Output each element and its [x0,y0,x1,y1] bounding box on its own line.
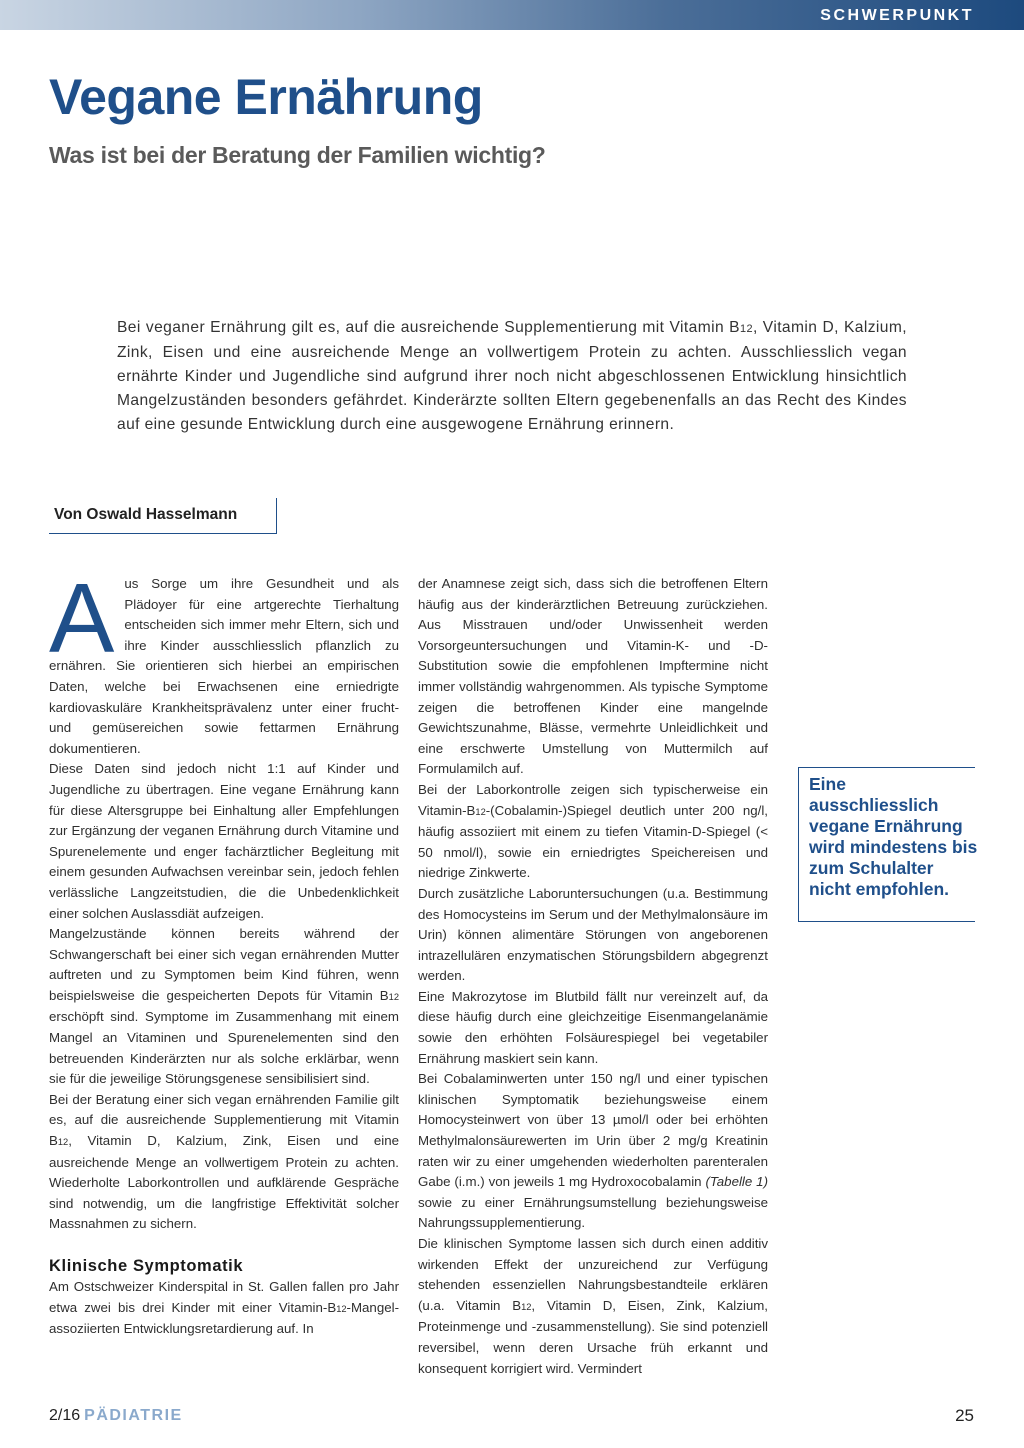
body-text: , Vitamin D, Eisen, Zink, Kalzium, Proteinmenge und -zusammenstellung). Sie sind potenziell reversibel, wenn deren Ursache früh erkannt und konsequent korrigiert wird. Vermindert [418,1297,768,1376]
article-subtitle: Was ist bei der Beratung der Familien wichtig? [49,142,546,168]
author-byline: Von Oswald Hasselmann [54,506,238,523]
body-text: -(Cobalamin-)Spiegel deutlich unter 200 ng/l, häufig assoziiert mit einem zu tiefen Vitamin-D-Spiegel (< 50 nmol/l), sowie ein erniedrigtes Speichereisen und niedrige Zinkwerte. [418,802,768,881]
body-text: Bei Cobalaminwerten unter 150 ng/l und einer typischen klinischen Symptomatik beziehungsweise einem Homocysteinwert von über 13 µmol/l oder bei erhöhten Methylmalonsäurewerten im Urin über 2 mg/g Kreatinin raten wir zu einer umgehenden wiederholten parenteralen Gabe (i.m.) von jeweils 1 mg Hydroxocobalamin [418,1071,768,1190]
drop-cap: A [49,563,115,673]
section-header-bar [0,0,1024,30]
section-label: SCHWERPUNKT [820,7,974,24]
body-text: -Mangel-assoziierten Entwicklungsretardierung auf. In [49,1299,399,1337]
body-text: Die klinischen Symptome lassen sich durch einen additiv wirkenden Effekt der unzureichend zur Verfügung stehenden essenziellen Nahrungsbestandteile erklären (u.a. Vitamin B [418,1236,768,1313]
body-text: Mangelzustände können bereits während der Schwangerschaft bei einer sich vegan ernährenden Mutter auftreten und zu Symptomen beim Kind führen, wenn beispielsweise die gespeicherten Depots für Vitamin B [49,926,399,1003]
article-title: Vegane Ernährung [49,69,483,125]
body-paragraph [418,1069,768,1234]
subscript: 12 [521,1301,532,1312]
lead-paragraph [117,316,907,437]
magazine-name: PÄDIATRIE [84,1407,183,1424]
body-text: Bei der Laborkontrolle zeigen sich typischerweise ein Vitamin-B [418,781,768,818]
footer-issue [49,1407,183,1425]
body-text: sowie zu einer Ernährungsumstellung beziehungsweise Nahrungssupplementierung. [418,1194,768,1231]
body-text: erschöpft sind. Symptome im Zusammenhang mit einem Mangel an Vitaminen und Spurenelementen sind den betreuenden Kinderärzten nur als solche erklärbar, wenn sie für die jeweilige Störungsgenese sensibilisiert sind. [49,1009,399,1087]
author-box [49,498,277,534]
pull-quote-text: Eine ausschliesslich vegane Ernährung wird mindestens bis zum Schulalter nicht empfohlen. [809,774,978,899]
lead-subscript: 12 [740,323,753,335]
page-number: 25 [955,1406,974,1425]
body-paragraph [49,924,399,1090]
section-heading: Klinische Symptomatik [49,1257,244,1275]
subscript: 12 [336,1303,347,1314]
lead-text: Bei veganer Ernährung gilt es, auf die ausreichende Supplementierung mit Vitamin B [117,319,740,336]
subscript: 12 [57,1137,69,1148]
body-paragraph [418,1234,768,1379]
issue-number: 2/16 [49,1407,81,1424]
text-column-right [418,574,768,1379]
body-paragraph: Diese Daten sind jedoch nicht 1:1 auf Kinder und Jugendliche zu übertragen. Eine vegane Ernährung kann für diese Altersgruppe bei Einhaltung aller Empfehlungen zur Ergänzung der veganen Ernährung durch Vitamine und Spurenelemente und enger fachärztlicher Begleitung mit einem gesunden Aufwachsen vereinbar sein, jedoch fehlen verlässliche Langzeitstudien, die die Unbedenklichkeit einer solchen Auslassdiät aufzeigen. [49,761,399,921]
pull-quote-box [798,767,978,922]
subscript: 12 [475,806,486,817]
body-paragraph: der Anamnese zeigt sich, dass sich die betroffenen Eltern häufig aus der kinderärztlichen Betreuung zurückziehen. Aus Misstrauen und/oder Unwissenheit werden Vorsorgeuntersuchungen und Vitamin-K- und -D-Substitution sowie die empfohlenen Impftermine nicht immer vollständig wahrgenommen. Als typische Symptome zeigen die betroffenen Kinder eine mangelnde Gewichtszunahme, Blässe, vermehrte Unleidlichkeit und eine erschwerte Umstellung von Muttermilch auf Formulamilch auf. [418,576,768,777]
body-paragraph [49,1090,399,1235]
text-column-left [49,563,399,1340]
body-text: , Vitamin D, Kalzium, Zink, Eisen und eine ausreichende Menge an vollwertigem Protein zu achten. Wiederholte Laborkontrollen und aufklärende Gespräche sind notwendig, um die langfristige Effektivität solcher Massnahmen zu sichern. [49,1133,399,1232]
body-paragraph: Durch zusätzliche Laboruntersuchungen (u.a. Bestimmung des Homocysteins im Serum und der Methylmalonsäure im Urin) können alimentäre Störungen von angeborenen intrazellulären enzymatischen Störungsbildern abgegrenzt werden. [418,885,768,984]
subscript: 12 [388,991,399,1002]
body-paragraph: Eine Makrozytose im Blutbild fällt nur vereinzelt auf, da diese häufig durch eine gleichzeitige Eisenmangelanämie sowie den erhöhten Folsäurespiegel bei vegetabiler Ernährung maskiert sein kann. [418,988,768,1066]
body-paragraph: us Sorge um ihre Gesundheit und als Plädoyer für eine artgerechte Tierhaltung entscheiden sich immer mehr Eltern, sich und ihre Kinder ausschliesslich pflanzlich zu ernähren. Sie orientieren sich hierbei an empirischen Daten, welche bei Erwachsenen eine erniedrigte kardiovaskuläre Krankheitsprävalenz unter einer frucht- und gemüsereichen sowie fettarmen Ernährung dokumentieren. [49,576,399,756]
body-paragraph [418,780,768,884]
body-text: Bei der Beratung einer sich vegan ernährenden Familie gilt es, auf die ausreichende Supplementierung mit Vitamin B [49,1091,399,1149]
body-paragraph [49,1277,399,1340]
body-text: Am Ostschweizer Kinderspital in St. Gallen fallen pro Jahr etwa zwei bis drei Kinder mit einer Vitamin-B [49,1279,399,1315]
lead-text: , Vitamin D, Kalzium, Zink, Eisen und eine ausreichende Menge an vollwertigem Protein zu achten. Ausschliesslich vegan ernährte Kinder und Jugendliche sind aufgrund ihrer noch nicht abgeschlossenen Entwicklung hinsichtlich Mangelzuständen besonders gefährdet. Kinderärzte sollten Eltern gegebenenfalls an das Recht des Kindes auf eine gesunde Entwicklung durch eine ausgewogene Ernährung erinnern. [117,319,907,433]
table-reference: (Tabelle 1) [705,1174,768,1190]
